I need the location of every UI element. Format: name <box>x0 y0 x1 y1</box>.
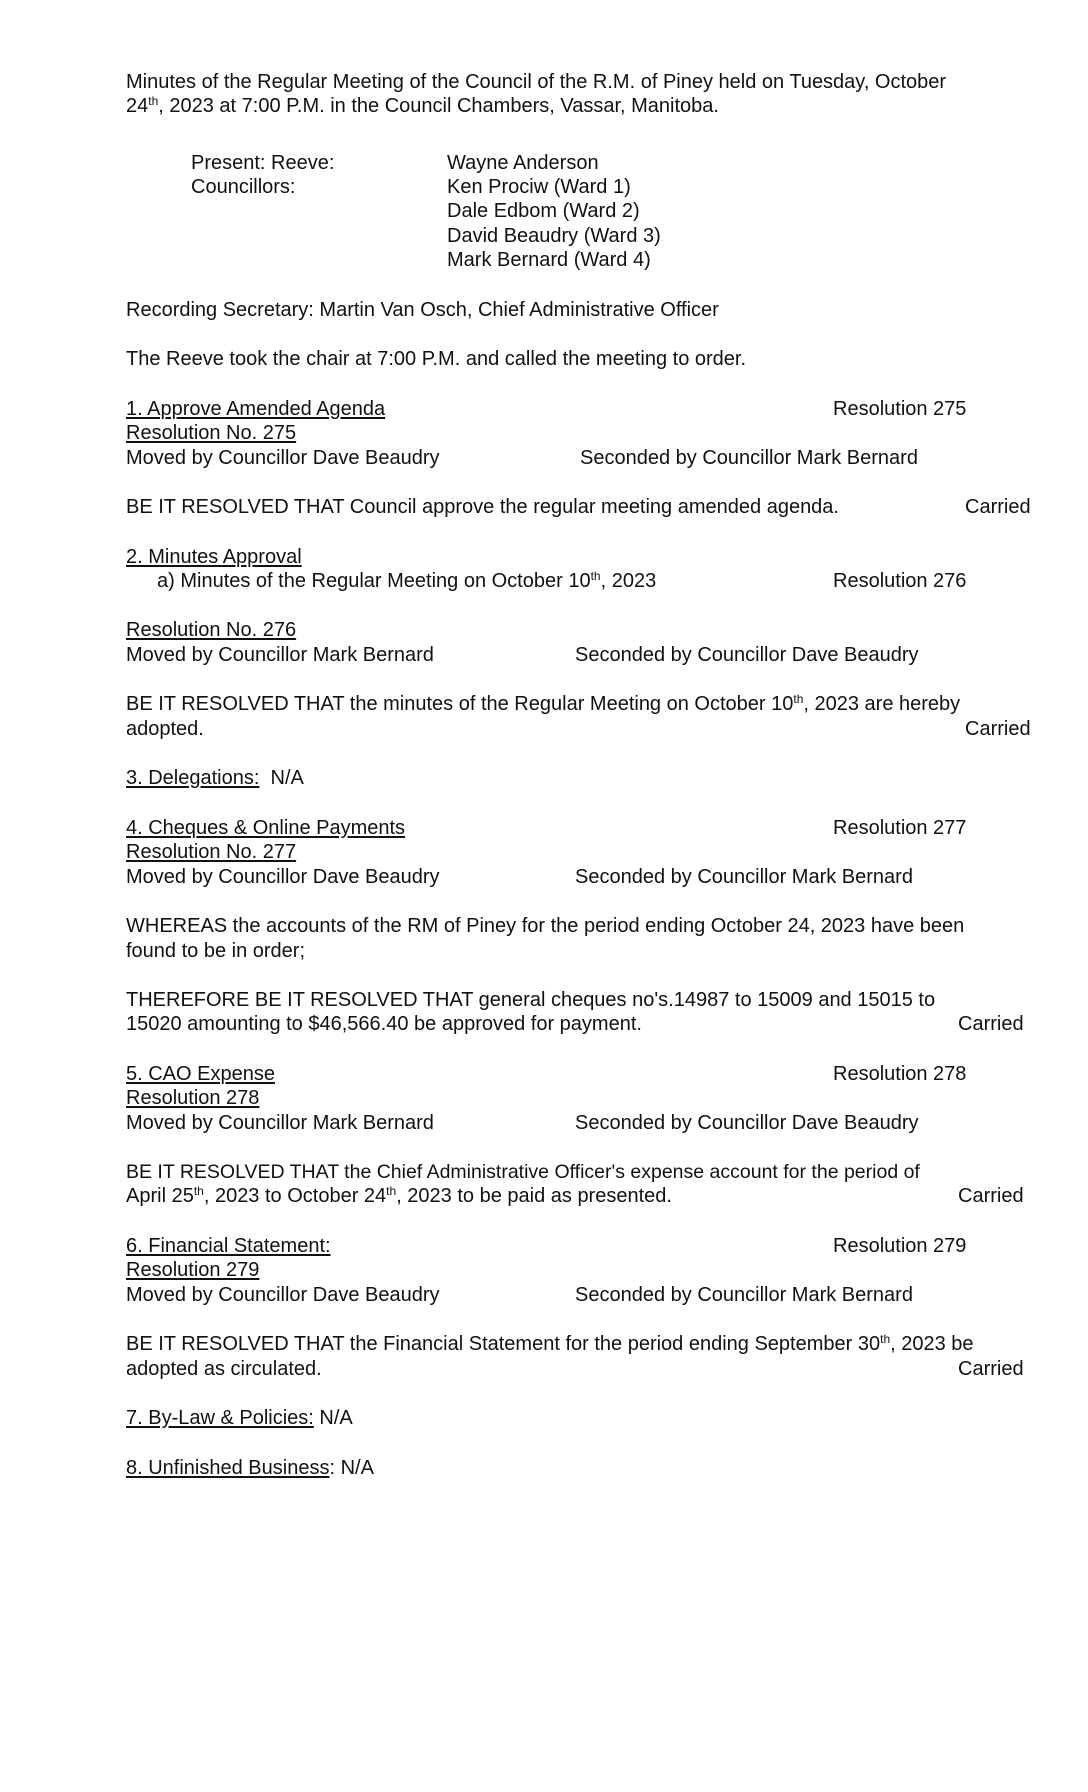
section-5-moved: Moved by Councillor Mark Bernard <box>126 1112 434 1134</box>
section-6-status: Carried <box>958 1358 1024 1380</box>
councillors-label: Councillors: <box>191 176 296 198</box>
section-3-heading: 3. Delegations: <box>126 767 260 789</box>
call-to-order: The Reeve took the chair at 7:00 P.M. and called the meeting to order. <box>126 348 747 370</box>
section-7-line <box>126 1406 353 1430</box>
section-3-line <box>126 766 304 790</box>
section-6-seconded: Seconded by Councillor Mark Bernard <box>575 1284 913 1306</box>
section-1-moved: Moved by Councillor Dave Beaudry <box>126 447 440 469</box>
minutes-title-line-1: Minutes of the Regular Meeting of the Council of the R.M. of Piney held on Tuesday, October <box>126 71 947 93</box>
section-2-item-a: a) Minutes of the Regular Meeting on October 10th, 2023 <box>157 569 657 592</box>
section-4-heading: 4. Cheques & Online Payments <box>126 817 406 839</box>
section-6-text-line-2: adopted as circulated. <box>126 1358 322 1380</box>
section-2-moved: Moved by Councillor Mark Bernard <box>126 644 434 666</box>
section-2-resolution-no: Resolution No. 276 <box>126 619 297 641</box>
section-2-heading: 2. Minutes Approval <box>126 546 302 568</box>
section-2-seconded: Seconded by Councillor Dave Beaudry <box>575 644 919 666</box>
section-1-status: Carried <box>965 496 1031 518</box>
section-1-resolution-tag: Resolution 275 <box>833 398 967 420</box>
recording-secretary: Recording Secretary: Martin Van Osch, Chief Administrative Officer <box>126 299 719 321</box>
section-4-moved: Moved by Councillor Dave Beaudry <box>126 866 440 888</box>
section-4-whereas-line-1: WHEREAS the accounts of the RM of Piney for the period ending October 24, 2023 have been <box>126 915 965 937</box>
section-5-seconded: Seconded by Councillor Dave Beaudry <box>575 1112 919 1134</box>
present-reeve-label: Present: Reeve: <box>191 152 335 174</box>
section-8-line <box>126 1456 374 1480</box>
section-5-resolution-no: Resolution 278 <box>126 1087 260 1109</box>
section-5-text-line-2: April 25th, 2023 to October 24th, 2023 to be paid as presented. <box>126 1184 672 1207</box>
section-1-resolution-text: BE IT RESOLVED THAT Council approve the regular meeting amended agenda. <box>126 496 839 518</box>
section-2-resolution-tag: Resolution 276 <box>833 570 967 592</box>
section-2-text-line-2: adopted. <box>126 718 204 740</box>
section-4-whereas-line-2: found to be in order; <box>126 940 306 962</box>
minutes-title-line-2: 24th, 2023 at 7:00 P.M. in the Council Chambers, Vassar, Manitoba. <box>126 94 719 117</box>
section-5-text-line-1: BE IT RESOLVED THAT the Chief Administrative Officer's expense account for the period of <box>126 1161 920 1183</box>
section-6-heading: 6. Financial Statement: <box>126 1235 331 1257</box>
section-2-text-line-1: BE IT RESOLVED THAT the minutes of the Regular Meeting on October 10th, 2023 are hereby <box>126 692 961 715</box>
councillor-ward-4: Mark Bernard (Ward 4) <box>447 249 651 271</box>
section-1-heading: 1. Approve Amended Agenda <box>126 398 386 420</box>
section-4-resolution-no: Resolution No. 277 <box>126 841 297 863</box>
section-4-therefore-line-2: 15020 amounting to $46,566.40 be approved for payment. <box>126 1013 642 1035</box>
section-1-resolution-no: Resolution No. 275 <box>126 422 297 444</box>
section-7-heading: 7. By-Law & Policies: <box>126 1407 314 1429</box>
section-7-value: N/A <box>313 1407 353 1429</box>
section-6-text-line-1: BE IT RESOLVED THAT the Financial Statement for the period ending September 30th, 2023 be <box>126 1332 974 1355</box>
councillor-ward-2: Dale Edbom (Ward 2) <box>447 200 640 222</box>
reeve-name: Wayne Anderson <box>447 152 599 174</box>
section-4-seconded: Seconded by Councillor Mark Bernard <box>575 866 913 888</box>
section-5-resolution-tag: Resolution 278 <box>833 1063 967 1085</box>
section-1-seconded: Seconded by Councillor Mark Bernard <box>580 447 918 469</box>
section-4-status: Carried <box>958 1013 1024 1035</box>
section-6-resolution-tag: Resolution 279 <box>833 1235 967 1257</box>
section-4-resolution-tag: Resolution 277 <box>833 817 967 839</box>
section-8-value: : N/A <box>329 1457 374 1479</box>
section-8-heading: 8. Unfinished Business <box>126 1457 330 1479</box>
councillor-ward-3: David Beaudry (Ward 3) <box>447 225 661 247</box>
section-3-value: N/A <box>270 767 304 789</box>
section-5-heading: 5. CAO Expense <box>126 1063 275 1085</box>
councillor-ward-1: Ken Prociw (Ward 1) <box>447 176 631 198</box>
section-4-therefore-line-1: THEREFORE BE IT RESOLVED THAT general cheques no's.14987 to 15009 and 15015 to <box>126 989 936 1011</box>
section-5-status: Carried <box>958 1185 1024 1207</box>
section-6-resolution-no: Resolution 279 <box>126 1259 260 1281</box>
section-2-status: Carried <box>965 718 1031 740</box>
section-6-moved: Moved by Councillor Dave Beaudry <box>126 1284 440 1306</box>
